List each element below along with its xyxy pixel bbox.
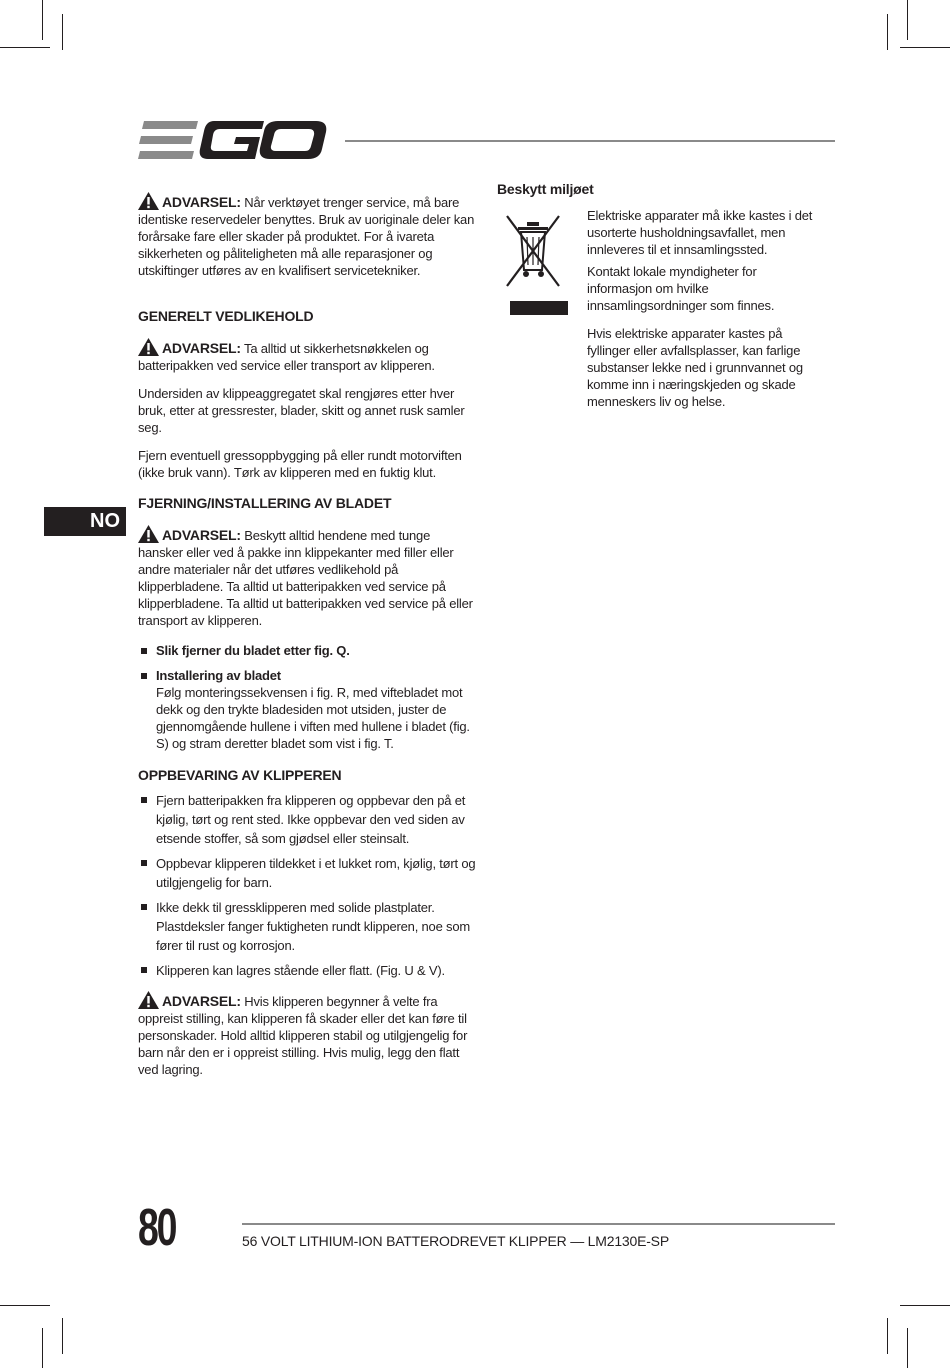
crop-mark <box>0 1305 50 1306</box>
storage-item-text: Klipperen kan lagres stående eller flatt. (Fig. U & V). <box>156 963 445 978</box>
list-item <box>138 961 478 980</box>
warning-label: ADVARSEL: <box>162 527 241 543</box>
crop-mark <box>907 1328 908 1368</box>
square-bullet-icon <box>141 797 147 803</box>
footer-title: 56 VOLT LITHIUM-ION BATTERODREVET KLIPPER — LM2130E-SP <box>242 1233 669 1249</box>
storage-item-text: Oppbevar klipperen tildekket i et lukket rom, kjølig, tørt og utilgjengelig for barn. <box>156 856 476 890</box>
warning-label: ADVARSEL: <box>162 993 241 1009</box>
crop-mark <box>887 1318 888 1354</box>
blade-install-text: Følg monteringssekvensen i fig. R, med viftebladet mot dekk og den trykte bladesiden mot utsiden, juster de gjennomgående hullene i viften med hullene i bladet (fig. S) og stram deretter bladet som vist i fig. T. <box>156 685 470 751</box>
header-rule <box>345 140 835 142</box>
warning-triangle-icon <box>138 338 159 356</box>
warning-text: Hvis klipperen begynner å velte fra oppreist stilling, kan klipperen få skader eller det kan føre til personskader. Hold alltid klipperen stabil og utilgjengelig for barn når den er i oppreist stilling. Hvis mulig, legg den flatt ved lagring. <box>138 994 468 1077</box>
left-column <box>138 192 478 1078</box>
square-bullet-icon <box>141 860 147 866</box>
blade-remove-item: Slik fjerner du bladet etter fig. Q. <box>156 643 350 658</box>
warning-service-parts <box>138 192 478 279</box>
weee-bar <box>510 301 568 315</box>
storage-heading: OPPBEVARING AV KLIPPEREN <box>138 767 342 783</box>
list-item <box>138 791 478 848</box>
list-item <box>138 667 478 752</box>
square-bullet-icon <box>141 904 147 910</box>
storage-item-text: Ikke dekk til gressklipperen med solide plastplater. Plastdeksler fanger fuktigheten rundt klipperen, noe som fører til rust og korrosjon. <box>156 900 470 953</box>
storage-list <box>138 791 478 980</box>
crop-mark <box>42 0 43 40</box>
crop-mark <box>62 1318 63 1354</box>
square-bullet-icon <box>141 967 147 973</box>
list-item <box>138 642 478 659</box>
warning-label: ADVARSEL: <box>162 340 241 356</box>
blade-list <box>138 642 478 752</box>
warning-text: Ta alltid ut sikkerhetsnøkkelen og batteripakken ved service eller transport av klipperen. <box>138 341 435 373</box>
paragraph-clean-underside: Undersiden av klippeaggregatet skal rengjøres etter hver bruk, etter at gressrester, blader, skitt og annet rusk samler seg. <box>138 386 465 435</box>
warning-text: Beskytt alltid hendene med tunge hansker eller ved å pakke inn klippekanter med filler eller andre materialer når det utføres vedlikehold på klipperbladene. Ta alltid ut batteripakken ved service på klipperbladene. Ta alltid ut batteripakken ved service på eller transport av klipperen. <box>138 528 473 628</box>
environment-heading: Beskytt miljøet <box>497 181 594 197</box>
blade-heading: FJERNING/INSTALLERING AV BLADET <box>138 495 392 511</box>
warning-text: Når verktøyet trenger service, må bare identiske reservedeler benyttes. Bruk av uoriginale deler kan forårsake fare eller skader på produktet. For å ivareta sikkerheten og påliteligheten må alle reparasjoner og utskiftinger utføres av en kvalifisert servicetekniker. <box>138 195 475 278</box>
footer-rule <box>242 1223 835 1225</box>
crop-mark <box>900 47 950 48</box>
list-item <box>138 898 478 955</box>
warning-triangle-icon <box>138 525 159 543</box>
crop-mark <box>42 1328 43 1368</box>
square-bullet-icon <box>141 673 147 679</box>
square-bullet-icon <box>141 648 147 654</box>
warning-safety-key <box>138 338 478 374</box>
crossed-bin-icon <box>503 210 563 290</box>
ego-logo <box>138 118 328 162</box>
language-tab: NO <box>44 507 126 536</box>
warning-tipping <box>138 991 478 1078</box>
paragraph-remove-grass: Fjern eventuell gressoppbygging på eller rundt motorviften (ikke bruk vann). Tørk av klipperen med en fuktig klut. <box>138 448 462 480</box>
crop-mark <box>887 14 888 50</box>
crop-mark <box>900 1305 950 1306</box>
storage-item-text: Fjern batteripakken fra klipperen og oppbevar den på et kjølig, tørt og rent sted. Ikke oppbevar den ved siden av etsende stoffer, så som gjødsel eller steinsalt. <box>156 793 466 846</box>
page-number: 80 <box>138 1199 176 1257</box>
environment-paragraph-3: Hvis elektriske apparater kastes på fyllinger eller avfallsplasser, kan farlige substanser lekke ned i grunnvannet og komme inn i næringskjeden og skade menneskers liv og helse. <box>587 326 803 409</box>
crop-mark <box>907 0 908 40</box>
crop-mark <box>62 14 63 50</box>
crop-mark <box>0 47 50 48</box>
warning-triangle-icon <box>138 991 159 1009</box>
list-item <box>138 854 478 892</box>
general-maintenance-heading: GENERELT VEDLIKEHOLD <box>138 308 314 324</box>
environment-paragraph-2: Kontakt lokale myndigheter for informasjon om hvilke innsamlingsordninger som finnes. <box>587 264 775 313</box>
environment-paragraph-1: Elektriske apparater må ikke kastes i det usorterte husholdningsavfallet, men innleveres til et innsamlingssted. <box>587 208 813 257</box>
warning-label: ADVARSEL: <box>162 194 241 210</box>
blade-install-title: Installering av bladet <box>156 668 281 683</box>
warning-protect-hands <box>138 525 478 629</box>
warning-triangle-icon <box>138 192 159 210</box>
